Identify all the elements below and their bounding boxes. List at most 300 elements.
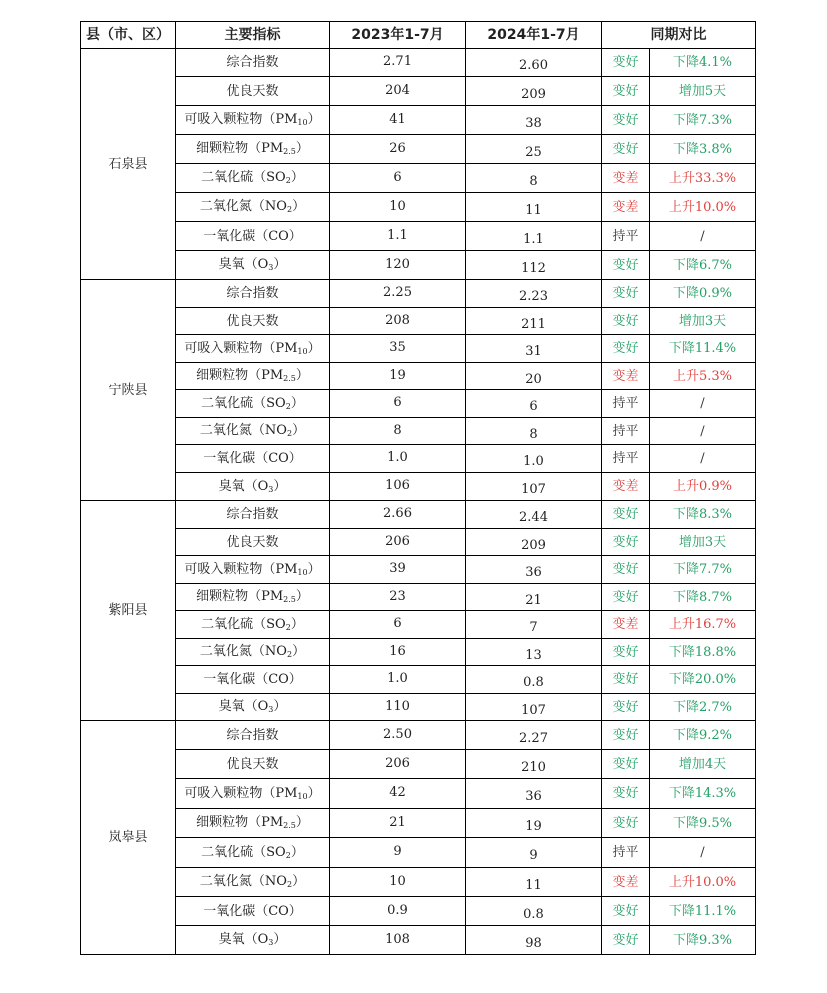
- value-2023: [330, 222, 466, 251]
- value-2024-text: 36: [525, 565, 542, 580]
- change-value: 上升0.9%: [650, 473, 756, 501]
- value-2024-text: 19: [525, 818, 542, 834]
- change-value: 上升10.0%: [650, 193, 756, 222]
- value-2023: [330, 779, 466, 809]
- table-row: [81, 721, 756, 750]
- change-value: /: [650, 838, 756, 868]
- value-2024-text: 107: [521, 482, 546, 497]
- trend-status: 变好: [602, 584, 650, 611]
- indicator-name: [176, 721, 330, 750]
- change-value: 下降11.4%: [650, 335, 756, 363]
- indicator-label: 综合指数: [226, 55, 279, 70]
- value-2023: [330, 639, 466, 666]
- change-value: 下降8.3%: [650, 501, 756, 529]
- indicator-name: [176, 49, 330, 77]
- value-2023-text: 108: [385, 931, 410, 947]
- indicator-label: 综合指数: [226, 507, 279, 522]
- value-2023: [330, 363, 466, 390]
- value-2023: [330, 473, 466, 501]
- change-value: 增加3天: [650, 308, 756, 335]
- indicator-name: [176, 363, 330, 390]
- table-row: [81, 473, 756, 501]
- indicator-suffix: ）: [290, 616, 304, 632]
- value-2023: [330, 49, 466, 77]
- table-row: [81, 222, 756, 251]
- value-2024-text: 8: [529, 173, 538, 189]
- value-2024: [466, 308, 602, 335]
- indicator-subscript: 2: [285, 850, 291, 860]
- table-row: [81, 418, 756, 445]
- indicator-name: [176, 750, 330, 779]
- indicator-name: [176, 308, 330, 335]
- table-row: [81, 77, 756, 106]
- trend-status: 变好: [602, 779, 650, 809]
- value-2023-text: 10: [389, 873, 406, 889]
- indicator-name: [176, 556, 330, 584]
- table-body: [81, 49, 756, 955]
- trend-status: 变好: [602, 49, 650, 77]
- value-2023-text: 206: [385, 755, 410, 771]
- value-2023: [330, 193, 466, 222]
- indicator-name: [176, 529, 330, 556]
- trend-status: 变好: [602, 335, 650, 363]
- trend-status: 变差: [602, 363, 650, 390]
- indicator-label: 二氧化硫（SO: [201, 170, 286, 185]
- value-2023: [330, 308, 466, 335]
- change-value: 下降20.0%: [650, 666, 756, 694]
- value-2023-text: 2.50: [383, 726, 412, 742]
- table-row: [81, 584, 756, 611]
- table-row: [81, 868, 756, 897]
- indicator-name: [176, 222, 330, 251]
- value-2023: [330, 868, 466, 897]
- table-row: [81, 666, 756, 694]
- value-2024-text: 25: [525, 144, 542, 160]
- indicator-suffix: ）: [307, 561, 321, 577]
- value-2023: [330, 611, 466, 639]
- value-2024: [466, 779, 602, 809]
- indicator-subscript: 3: [268, 705, 274, 714]
- value-2024: [466, 897, 602, 926]
- indicator-subscript: 2.5: [283, 374, 296, 383]
- value-2024: [466, 222, 602, 251]
- table-row: [81, 106, 756, 135]
- indicator-suffix: ）: [307, 112, 321, 127]
- trend-status: 变好: [602, 809, 650, 838]
- trend-status: 变好: [602, 106, 650, 135]
- trend-status: 持平: [602, 445, 650, 473]
- indicator-suffix: ）: [295, 141, 309, 156]
- trend-status: 变好: [602, 897, 650, 926]
- value-2023: [330, 838, 466, 868]
- trend-status: 变差: [602, 868, 650, 897]
- indicator-subscript: 10: [297, 791, 308, 801]
- change-value: 下降14.3%: [650, 779, 756, 809]
- table-row: [81, 445, 756, 473]
- value-2024: [466, 445, 602, 473]
- trend-status: 变差: [602, 473, 650, 501]
- value-2024-text: 1.1: [523, 231, 544, 247]
- value-2023-text: 21: [389, 814, 406, 830]
- indicator-suffix: ）: [307, 340, 321, 356]
- value-2023-text: 35: [389, 340, 406, 355]
- change-value: 下降11.1%: [650, 897, 756, 926]
- table-header-row: [81, 22, 756, 49]
- value-2023: [330, 164, 466, 193]
- value-2024: [466, 868, 602, 897]
- value-2024-text: 209: [521, 86, 546, 102]
- indicator-subscript: 2.5: [283, 821, 296, 830]
- county-name: 紫阳县: [81, 501, 176, 721]
- indicator-name: [176, 390, 330, 418]
- table-row: [81, 308, 756, 335]
- indicator-label: 细颗粒物（PM: [196, 368, 284, 383]
- value-2023-text: 6: [393, 395, 402, 410]
- air-quality-table: [80, 21, 756, 955]
- indicator-suffix: ）: [273, 478, 287, 494]
- change-value: /: [650, 222, 756, 251]
- indicator-label: 细颗粒物（PM: [196, 815, 284, 830]
- value-2024: [466, 809, 602, 838]
- indicator-suffix: ）: [295, 815, 309, 830]
- value-2023-text: 110: [385, 698, 410, 714]
- indicator-suffix: ）: [292, 199, 306, 214]
- trend-status: 变差: [602, 193, 650, 222]
- indicator-label: 二氧化硫（SO: [201, 844, 286, 860]
- value-2024-text: 38: [525, 115, 542, 131]
- table-row: [81, 897, 756, 926]
- indicator-subscript: 2: [285, 401, 291, 411]
- value-2024: [466, 363, 602, 390]
- indicator-name: [176, 926, 330, 955]
- indicator-label: 可吸入颗粒物（PM: [184, 785, 298, 801]
- value-2023-text: 6: [393, 169, 402, 185]
- value-2023: [330, 335, 466, 363]
- county-name: 宁陕县: [81, 280, 176, 501]
- value-2023: [330, 501, 466, 529]
- value-2024: [466, 721, 602, 750]
- change-value: 下降9.5%: [650, 809, 756, 838]
- indicator-subscript: 2: [286, 650, 293, 659]
- value-2023: [330, 280, 466, 308]
- value-2024: [466, 750, 602, 779]
- value-2024-text: 2.60: [519, 58, 548, 73]
- indicator-label: 二氧化硫（SO: [201, 616, 286, 632]
- table-row: [81, 809, 756, 838]
- change-value: 增加4天: [650, 750, 756, 779]
- value-2023-text: 2.25: [383, 285, 412, 300]
- indicator-suffix: ）: [290, 395, 304, 411]
- indicator-name: [176, 164, 330, 193]
- trend-status: 变好: [602, 135, 650, 164]
- indicator-label: 细颗粒物（PM: [196, 589, 284, 604]
- indicator-name: [176, 694, 330, 721]
- trend-status: 变好: [602, 926, 650, 955]
- value-2023: [330, 77, 466, 106]
- value-2024-text: 7: [529, 620, 538, 635]
- value-2024-text: 209: [521, 537, 546, 553]
- header-compare: 同期对比: [602, 22, 756, 49]
- table-row: [81, 49, 756, 77]
- indicator-name: [176, 897, 330, 926]
- trend-status: 持平: [602, 222, 650, 251]
- indicator-label: 二氧化氮（NO: [199, 199, 287, 214]
- table-row: [81, 639, 756, 666]
- indicator-name: [176, 335, 330, 363]
- indicator-label: 一氧化碳（CO）: [203, 672, 302, 687]
- header-county: 县（市、区）: [81, 22, 176, 49]
- indicator-suffix: ）: [292, 874, 306, 889]
- value-2023: [330, 418, 466, 445]
- value-2023-text: 26: [389, 140, 406, 156]
- indicator-subscript: 10: [297, 118, 308, 127]
- indicator-name: [176, 809, 330, 838]
- value-2024-text: 2.44: [519, 510, 548, 525]
- indicator-suffix: ）: [290, 844, 304, 860]
- change-value: 下降7.3%: [650, 106, 756, 135]
- change-value: 下降9.2%: [650, 721, 756, 750]
- trend-status: 变差: [602, 611, 650, 639]
- trend-status: 变好: [602, 666, 650, 694]
- indicator-suffix: ）: [273, 257, 287, 272]
- value-2023-text: 9: [393, 844, 402, 859]
- value-2023: [330, 897, 466, 926]
- value-2023: [330, 529, 466, 556]
- value-2024: [466, 838, 602, 868]
- value-2023: [330, 556, 466, 584]
- trend-status: 变好: [602, 77, 650, 106]
- indicator-label: 一氧化碳（CO）: [203, 228, 302, 244]
- indicator-name: [176, 251, 330, 280]
- value-2024-text: 13: [525, 647, 542, 663]
- value-2024: [466, 135, 602, 164]
- change-value: 上升16.7%: [650, 611, 756, 639]
- indicator-subscript: 10: [297, 346, 308, 356]
- indicator-name: [176, 418, 330, 445]
- change-value: 下降4.1%: [650, 49, 756, 77]
- change-value: 增加5天: [650, 77, 756, 106]
- trend-status: 持平: [602, 390, 650, 418]
- indicator-name: [176, 868, 330, 897]
- indicator-name: [176, 193, 330, 222]
- trend-status: 变好: [602, 501, 650, 529]
- indicator-subscript: 3: [268, 938, 274, 947]
- indicator-suffix: ）: [307, 785, 321, 801]
- indicator-label: 一氧化碳（CO）: [203, 903, 302, 919]
- value-2023-text: 206: [385, 533, 410, 549]
- table-row: [81, 694, 756, 721]
- value-2024: [466, 251, 602, 280]
- change-value: /: [650, 390, 756, 418]
- indicator-suffix: ）: [290, 170, 304, 185]
- table-row: [81, 750, 756, 779]
- table-row: [81, 164, 756, 193]
- indicator-label: 臭氧（O: [218, 699, 269, 714]
- indicator-label: 二氧化氮（NO: [199, 644, 287, 659]
- value-2024: [466, 584, 602, 611]
- trend-status: 变好: [602, 251, 650, 280]
- value-2023: [330, 445, 466, 473]
- indicator-label: 可吸入颗粒物（PM: [184, 340, 298, 356]
- indicator-subscript: 10: [297, 567, 308, 577]
- value-2023: [330, 809, 466, 838]
- indicator-name: [176, 666, 330, 694]
- trend-status: 变好: [602, 750, 650, 779]
- change-value: 下降9.3%: [650, 926, 756, 955]
- trend-status: 变好: [602, 639, 650, 666]
- value-2024: [466, 473, 602, 501]
- value-2023: [330, 721, 466, 750]
- value-2023-text: 41: [389, 111, 406, 127]
- indicator-name: [176, 611, 330, 639]
- indicator-label: 二氧化氮（NO: [199, 423, 287, 438]
- table-row: [81, 363, 756, 390]
- trend-status: 持平: [602, 838, 650, 868]
- value-2023-text: 0.9: [387, 902, 408, 918]
- indicator-name: [176, 838, 330, 868]
- value-2024: [466, 280, 602, 308]
- value-2024: [466, 106, 602, 135]
- table-row: [81, 779, 756, 809]
- value-2024-text: 11: [525, 877, 542, 893]
- county-name: 石泉县: [81, 49, 176, 280]
- indicator-label: 一氧化碳（CO）: [203, 451, 302, 466]
- header-2023: 2023年1-7月: [330, 22, 466, 49]
- header-indicator: 主要指标: [176, 22, 330, 49]
- value-2023-text: 6: [393, 616, 402, 631]
- indicator-name: [176, 779, 330, 809]
- value-2024: [466, 639, 602, 666]
- value-2024-text: 20: [525, 371, 542, 387]
- trend-status: 变好: [602, 556, 650, 584]
- indicator-suffix: ）: [295, 368, 309, 383]
- value-2023-text: 204: [385, 82, 410, 98]
- header-2024: 2024年1-7月: [466, 22, 602, 49]
- table-row: [81, 838, 756, 868]
- value-2023-text: 1.0: [387, 450, 408, 465]
- value-2023-text: 42: [389, 785, 406, 800]
- indicator-subscript: 3: [268, 263, 274, 272]
- value-2024-text: 0.8: [523, 906, 544, 922]
- indicator-label: 综合指数: [226, 286, 279, 301]
- change-value: /: [650, 445, 756, 473]
- indicator-label: 优良天数: [226, 313, 279, 329]
- value-2024-text: 2.23: [519, 289, 548, 304]
- indicator-subscript: 3: [268, 484, 274, 494]
- value-2023: [330, 390, 466, 418]
- value-2023-text: 208: [385, 312, 410, 328]
- value-2023: [330, 584, 466, 611]
- trend-status: 持平: [602, 418, 650, 445]
- value-2023-text: 19: [389, 367, 406, 383]
- value-2024-text: 36: [525, 789, 542, 804]
- indicator-label: 细颗粒物（PM: [196, 141, 284, 156]
- value-2023: [330, 106, 466, 135]
- value-2023-text: 120: [385, 256, 410, 272]
- table-row: [81, 280, 756, 308]
- indicator-subscript: 2.5: [283, 147, 296, 156]
- value-2024: [466, 529, 602, 556]
- change-value: /: [650, 418, 756, 445]
- value-2024-text: 11: [525, 202, 542, 218]
- value-2024-text: 1.0: [523, 454, 544, 469]
- change-value: 下降2.7%: [650, 694, 756, 721]
- change-value: 上升5.3%: [650, 363, 756, 390]
- value-2023: [330, 135, 466, 164]
- indicator-suffix: ）: [273, 699, 287, 714]
- county-name: 岚皋县: [81, 721, 176, 955]
- value-2023-text: 10: [389, 198, 406, 214]
- value-2024: [466, 418, 602, 445]
- value-2023: [330, 750, 466, 779]
- trend-status: 变好: [602, 721, 650, 750]
- table-row: [81, 926, 756, 955]
- value-2023-text: 8: [393, 422, 402, 438]
- value-2023: [330, 694, 466, 721]
- indicator-subscript: 2.5: [283, 595, 296, 604]
- indicator-name: [176, 639, 330, 666]
- value-2024: [466, 694, 602, 721]
- table-row: [81, 193, 756, 222]
- trend-status: 变好: [602, 308, 650, 335]
- indicator-name: [176, 77, 330, 106]
- indicator-suffix: ）: [292, 423, 306, 438]
- table-row: [81, 390, 756, 418]
- indicator-label: 优良天数: [226, 756, 279, 772]
- value-2023: [330, 926, 466, 955]
- indicator-label: 臭氧（O: [218, 257, 269, 272]
- value-2024: [466, 49, 602, 77]
- indicator-subscript: 2: [286, 880, 293, 889]
- indicator-label: 二氧化氮（NO: [199, 874, 287, 889]
- value-2023-text: 23: [389, 588, 406, 604]
- indicator-name: [176, 106, 330, 135]
- value-2023-text: 1.1: [387, 227, 408, 243]
- table-row: [81, 335, 756, 363]
- value-2024: [466, 926, 602, 955]
- value-2024: [466, 611, 602, 639]
- indicator-label: 臭氧（O: [218, 478, 269, 494]
- table-row: [81, 135, 756, 164]
- table-row: [81, 556, 756, 584]
- value-2024: [466, 556, 602, 584]
- indicator-suffix: ）: [292, 644, 306, 659]
- value-2023-text: 39: [389, 561, 406, 576]
- change-value: 下降3.8%: [650, 135, 756, 164]
- value-2024-text: 107: [521, 702, 546, 718]
- value-2024-text: 6: [529, 399, 538, 414]
- value-2024: [466, 335, 602, 363]
- value-2024-text: 21: [525, 592, 542, 608]
- indicator-name: [176, 473, 330, 501]
- value-2024: [466, 501, 602, 529]
- value-2024-text: 2.27: [519, 730, 548, 746]
- change-value: 下降18.8%: [650, 639, 756, 666]
- indicator-subscript: 2: [286, 205, 293, 214]
- value-2024-text: 112: [521, 260, 546, 276]
- value-2024: [466, 666, 602, 694]
- value-2023: [330, 666, 466, 694]
- table-row: [81, 611, 756, 639]
- value-2024: [466, 164, 602, 193]
- indicator-subscript: 2: [285, 622, 291, 632]
- indicator-name: [176, 445, 330, 473]
- value-2024-text: 8: [529, 426, 538, 442]
- indicator-suffix: ）: [273, 932, 287, 947]
- value-2024: [466, 77, 602, 106]
- indicator-label: 可吸入颗粒物（PM: [184, 112, 298, 127]
- trend-status: 变好: [602, 280, 650, 308]
